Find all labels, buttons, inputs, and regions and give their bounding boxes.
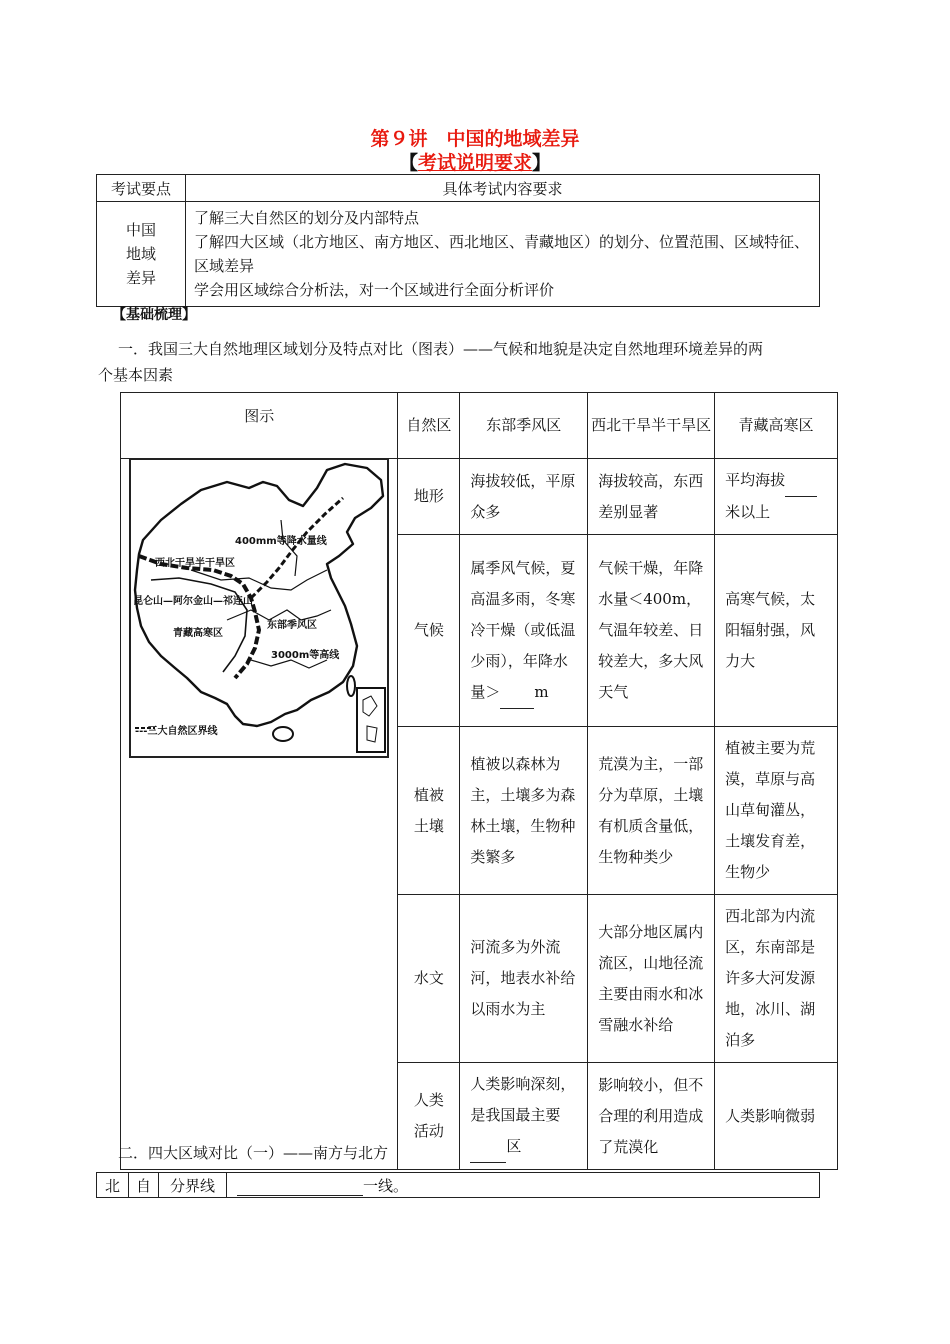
header-east: 东部季风区 bbox=[460, 393, 588, 459]
subtitle-text: 考试说明要求 bbox=[417, 152, 532, 174]
hainan-island bbox=[273, 727, 293, 741]
hydrology-northwest: 大部分地区属内流区，山地径流主要由雨水和冰雪融水补给 bbox=[588, 895, 715, 1063]
ns-cell-4 bbox=[227, 1173, 820, 1198]
req-content bbox=[186, 202, 820, 307]
header-northwest: 西北干旱半干旱区 bbox=[588, 393, 715, 459]
ns-cell-3: 分界线 bbox=[159, 1173, 227, 1198]
section1-line2: 个基本因素 bbox=[98, 366, 174, 384]
requirements-table bbox=[96, 174, 820, 307]
terrain-tibet bbox=[715, 459, 838, 535]
section2-heading: 二．四大区域对比（一）——南方与北方 bbox=[118, 1144, 389, 1162]
climate-east bbox=[460, 535, 588, 727]
map-label-contour: 3000m等高线 bbox=[271, 650, 340, 661]
north-south-table bbox=[96, 1172, 820, 1198]
province-line bbox=[251, 660, 327, 668]
row-label-terrain: 地形 bbox=[398, 459, 460, 535]
human-east-before: 人类影响深刻，是我国最主要 bbox=[470, 1075, 576, 1124]
map-label-east-zone: 东部季风区 bbox=[267, 620, 317, 631]
page-title: 第９讲 中国的地域差异 bbox=[370, 128, 580, 150]
ns-blank bbox=[237, 1177, 363, 1196]
header-diagram: 图示 bbox=[121, 393, 398, 459]
map-label-precip: 400mm等降水量线 bbox=[235, 536, 327, 547]
map-label-tibet-zone: 青藏高寒区 bbox=[173, 628, 223, 639]
vegetation-east: 植被以森林为主，土壤多为森林土壤，生物种类繁多 bbox=[460, 727, 588, 895]
req-header-content: 具体考试内容要求 bbox=[186, 175, 820, 202]
row-label-vegetation bbox=[398, 727, 460, 895]
south-sea-inset bbox=[357, 688, 385, 752]
climate-tibet: 高寒气候，太阳辐射强，风力大 bbox=[715, 535, 838, 727]
map-legend: ---三大自然区界线 bbox=[135, 726, 218, 737]
header-tibet: 青藏高寒区 bbox=[715, 393, 838, 459]
req-line: 了解三大自然区的划分及内部特点 bbox=[194, 209, 420, 227]
taiwan-island bbox=[347, 676, 355, 696]
ns-cell-4-after: 一线。 bbox=[363, 1176, 409, 1195]
human-east-blank bbox=[470, 1131, 506, 1163]
zone-boundary bbox=[139, 556, 259, 678]
human-northwest: 影响较小，但不合理的利用造成了荒漠化 bbox=[588, 1063, 715, 1170]
terrain-tibet-before: 平均海拔 bbox=[725, 471, 786, 489]
row-label-human-text: 人类活动 bbox=[413, 1091, 444, 1140]
req-line: 了解四大区域（北方地区、南方地区、西北地区、青藏地区）的划分、位置范围、区域特征、区域差异 bbox=[194, 233, 810, 275]
climate-east-before: 属季风气候，夏高温多雨，冬寒冷干燥（或低温少雨），年降水量＞ bbox=[470, 558, 576, 701]
climate-east-after: m bbox=[534, 682, 549, 701]
climate-northwest: 气候干燥，年降水量＜400m，气温年较差、日较差大，多大风天气 bbox=[588, 535, 715, 727]
china-natural-zones-map bbox=[129, 458, 389, 758]
terrain-tibet-after: 米以上 bbox=[725, 503, 771, 521]
row-label-climate: 气候 bbox=[398, 535, 460, 727]
province-line bbox=[191, 570, 327, 590]
vegetation-northwest: 荒漠为主，一部分为草原，土壤有机质含量低，生物种类少 bbox=[588, 727, 715, 895]
ns-cell-1: 北 bbox=[97, 1173, 129, 1198]
req-keypoint-line: 地域 bbox=[125, 245, 156, 263]
req-header-keypoint: 考试要点 bbox=[97, 175, 186, 202]
section1-line1: 一．我国三大自然地理区域划分及特点对比（图表）——气候和地貌是决定自然地理环境差异的两 bbox=[118, 340, 764, 358]
subtitle-close-bracket: 】 bbox=[532, 152, 552, 174]
header-zone: 自然区 bbox=[398, 393, 460, 459]
page-subtitle bbox=[0, 148, 950, 175]
terrain-east: 海拔较低，平原众多 bbox=[460, 459, 588, 535]
human-east-after: 区 bbox=[506, 1137, 522, 1155]
climate-east-blank bbox=[500, 677, 534, 709]
hydrology-tibet: 西北部为内流区，东南部是许多大河发源地，冰川、湖泊多 bbox=[715, 895, 838, 1063]
terrain-tibet-blank bbox=[785, 465, 817, 497]
human-tibet: 人类影响微弱 bbox=[715, 1063, 838, 1170]
hydrology-east: 河流多为外流河，地表水补给以雨水为主 bbox=[460, 895, 588, 1063]
subtitle-open-bracket: 【 bbox=[398, 152, 418, 174]
map-label-mountains: 昆仑山—阿尔金山—祁连山 bbox=[133, 596, 253, 607]
row-label-vegetation-text: 植被土壤 bbox=[413, 785, 444, 835]
human-east bbox=[460, 1063, 588, 1170]
row-label-hydrology: 水文 bbox=[398, 895, 460, 1063]
map-label-nw-zone: 西北干旱半干旱区 bbox=[155, 558, 235, 569]
req-keypoint bbox=[97, 202, 186, 307]
row-label-human bbox=[398, 1063, 460, 1170]
vegetation-tibet: 植被主要为荒漠，草原与高山草甸灌丛，土壤发育差，生物少 bbox=[715, 727, 838, 895]
ns-cell-2: 自 bbox=[129, 1173, 159, 1198]
req-keypoint-line: 差异 bbox=[125, 269, 156, 287]
req-keypoint-line: 中国 bbox=[125, 221, 156, 239]
map-drawing bbox=[131, 460, 387, 756]
section-basic-heading: 【基础梳理】 bbox=[112, 307, 196, 323]
req-line: 学会用区域综合分析法，对一个区域进行全面分析评价 bbox=[194, 281, 555, 299]
zone-boundary bbox=[251, 498, 343, 598]
terrain-northwest: 海拔较高，东西差别显著 bbox=[588, 459, 715, 535]
